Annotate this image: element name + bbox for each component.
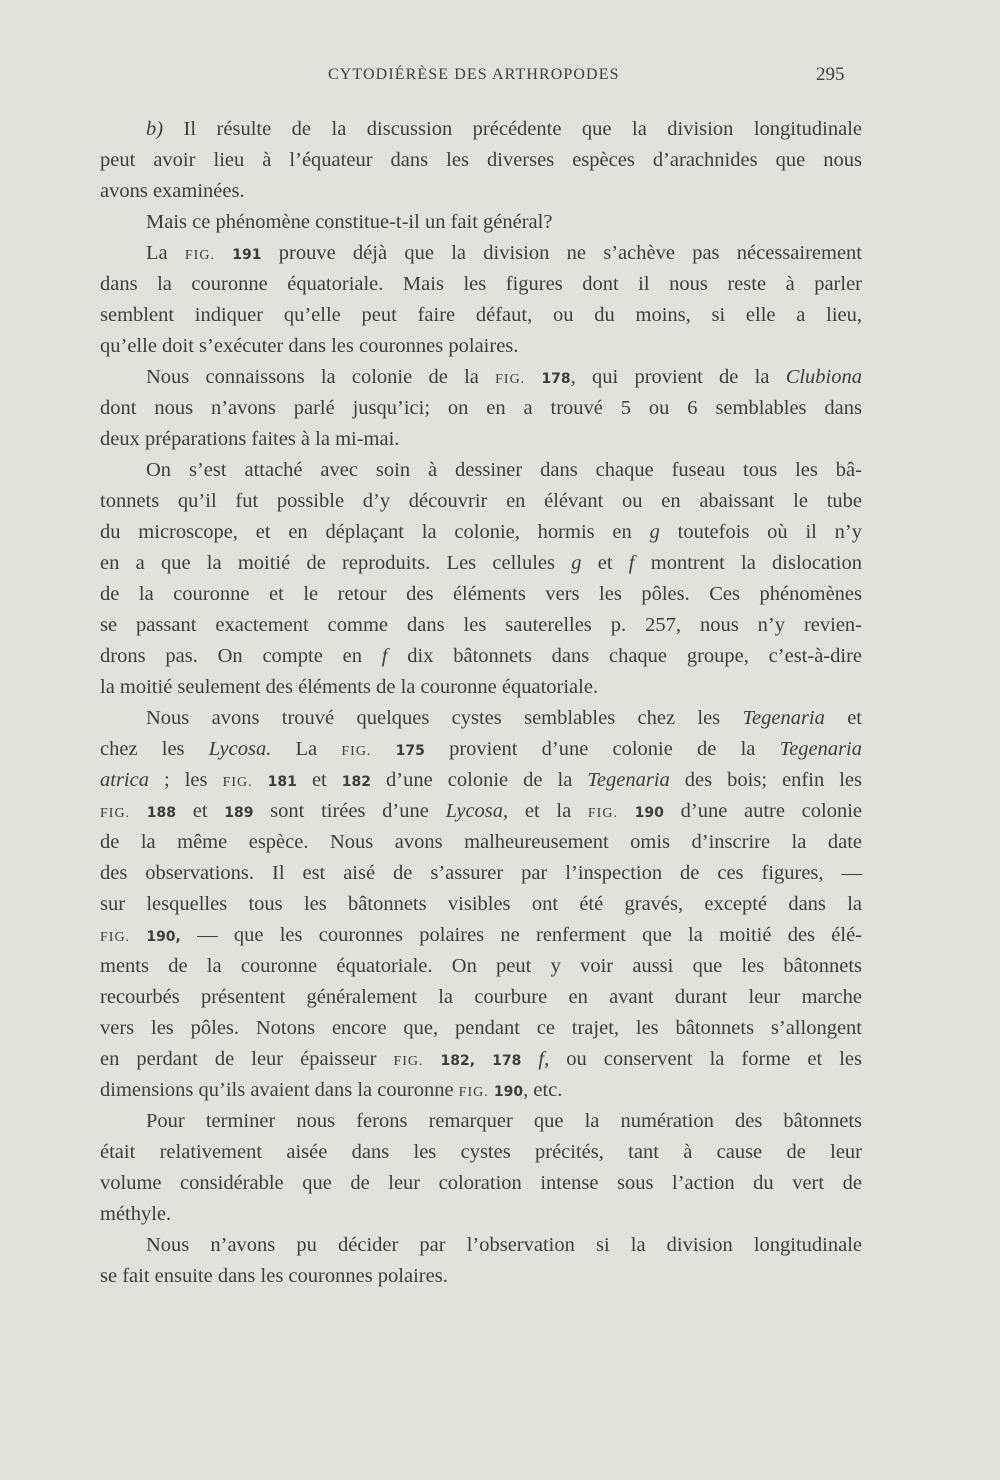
text-span [521,1048,538,1070]
text-span: volume considérable que de leur coloration intense sous l’action du vert de [100,1172,862,1194]
text-line [100,517,862,548]
text-span: — que les couronnes polaires ne renferment que la moitié des élé- [180,924,863,946]
text-span: , qui provient de la [570,366,786,388]
text-span: ou conservent la forme et les [549,1048,862,1070]
text-line [100,1199,862,1230]
figure-number: 188 [146,805,177,821]
text-line [100,176,862,207]
text-span: , etc. [523,1079,563,1101]
figure-ref-label: FIG. [495,372,526,387]
italic-term: Tegenaria [587,769,670,791]
body-text [100,114,862,1292]
italic-term: Clubiona [785,366,863,388]
text-span: se fait ensuite dans les couronnes polaires. [100,1265,448,1287]
figure-number: 182, [440,1053,476,1069]
text-span: d’une autre colonie [663,800,863,822]
text-line [100,486,862,517]
text-line [100,920,862,951]
text-line [100,1106,862,1137]
text-span: en a que la moitié de reproduits. Les cellules [100,552,572,574]
text-span: ; les [148,769,223,791]
text-span: La [271,738,342,760]
italic-term: atrica [100,769,149,791]
text-span: toutefois où il n’y [659,521,862,543]
text-line [100,114,862,145]
text-span: et la [508,800,588,822]
figure-number: 181 [267,774,297,790]
text-line [100,703,862,734]
text-span: Nous connaissons la colonie de la [146,366,496,388]
text-line [100,1013,862,1044]
text-span: la moitié seulement des éléments de la couronne équatoriale. [100,676,599,698]
text-span: qu’elle doit s’exécuter dans les couronnes polaires. [100,335,519,357]
text-span: sont tirées d’une [253,800,446,822]
text-line [100,393,862,424]
text-span [618,800,635,822]
figure-number: 190 [493,1084,524,1100]
text-span [525,366,541,388]
text-span: se passant exactement comme dans les sauterelles p. 257, nous n’y revien- [100,614,862,636]
figure-ref-label: FIG. [341,744,372,759]
text-span: et [296,769,342,791]
running-head [0,66,1000,90]
figure-number: 191 [232,247,262,263]
text-span: en perdant de leur épaisseur [100,1048,394,1070]
text-line [100,331,862,362]
text-span: drons pas. On compte en [100,645,382,667]
figure-ref-label: FIG. [222,775,253,790]
text-span: de la couronne et le retour des éléments vers les pôles. Ces phénomènes [100,583,862,605]
text-line [100,1137,862,1168]
text-span [130,800,147,822]
figure-number: 175 [395,743,425,759]
text-line [100,207,862,238]
figure-number: 178 [492,1053,522,1069]
italic-term: g [571,552,582,574]
text-span: méthyle. [100,1203,172,1225]
text-line [100,672,862,703]
figure-number: 190 [634,805,664,821]
text-line [100,1044,862,1075]
text-line [100,579,862,610]
text-span: recourbés présentent généralement la courbure en avant durant leur marche [100,986,862,1008]
text-line [100,424,862,455]
text-span [130,924,146,946]
italic-term: g [649,521,660,543]
italic-term: f [381,645,388,667]
text-line [100,455,862,486]
text-span: Nous n’avons pu décider par l’observation si la division longitudinale [146,1234,862,1256]
text-line [100,1261,862,1292]
text-line [100,238,862,269]
text-span: deux préparations faites à la mi-mai. [100,428,400,450]
text-line [100,858,862,889]
italic-term: b) [146,118,164,140]
text-span: La [146,242,185,264]
text-line [100,982,862,1013]
text-span: avons examinées. [100,180,245,202]
figure-ref-label: FIG. [458,1085,489,1100]
text-span: des bois; enfin les [669,769,863,791]
text-span: et [824,707,862,729]
text-span: du microscope, et en déplaçant la colonie, hormis en [100,521,650,543]
italic-term: f [628,552,635,574]
text-line [100,641,862,672]
text-span: montrent la dislocation [634,552,863,574]
running-title: CYTODIÉRÈSE DES ARTHROPODES [328,66,620,83]
text-span: vers les pôles. Notons encore que, pendant ce trajet, les bâtonnets s’allongent [100,1017,862,1039]
text-line [100,548,862,579]
text-line [100,951,862,982]
text-span: Mais ce phénomène constitue-t-il un fait général? [146,211,553,233]
text-span: chez les [100,738,209,760]
text-line [100,1075,862,1106]
text-span: Pour terminer nous ferons remarquer que la numération des bâtonnets [146,1110,862,1132]
text-span: des observations. Il est aisé de s’assurer par l’inspection de ces figures, — [100,862,862,884]
text-line [100,269,862,300]
text-line [100,300,862,331]
text-line [100,1168,862,1199]
text-span: d’une colonie de la [371,769,588,791]
text-span: de la même espèce. Nous avons malheureusement omis d’inscrire la date [100,831,862,853]
figure-ref-label: FIG. [100,806,131,821]
text-span: Il résulte de la discussion précédente que la division longitudinale [163,118,862,140]
italic-term: Tegenaria [742,707,825,729]
text-line [100,796,862,827]
text-span: ments de la couronne équatoriale. On peut y voir aussi que les bâtonnets [100,955,862,977]
italic-term: Lycosa, [445,800,509,822]
text-span: Nous avons trouvé quelques cystes semblables chez les [146,707,743,729]
figure-number: 178 [541,371,571,387]
italic-term: Lycosa. [208,738,272,760]
text-span: et [176,800,225,822]
italic-term: f, [538,1048,550,1070]
text-span: et [581,552,629,574]
text-span: dimensions qu’ils avaient dans la couronne [100,1079,459,1101]
text-span [253,769,268,791]
text-span: semblent indiquer qu’elle peut faire défaut, ou du moins, si elle a lieu, [100,304,862,326]
text-span: dont nous n’avons parlé jusqu’ici; on en a trouvé 5 ou 6 semblables dans [100,397,862,419]
text-span [215,242,232,264]
text-span [475,1048,492,1070]
text-span: sur lesquelles tous les bâtonnets visibles ont été gravés, excepté dans la [100,893,862,915]
figure-ref-label: FIG. [100,930,131,945]
text-line [100,827,862,858]
text-line [100,145,862,176]
figure-number: 182 [341,774,372,790]
text-span [424,1048,441,1070]
text-span: dans la couronne équatoriale. Mais les figures dont il nous reste à parler [100,273,862,295]
figure-number: 189 [224,805,254,821]
figure-ref-label: FIG. [587,806,618,821]
figure-number: 190, [146,929,181,945]
text-span: tonnets qu’il fut possible d’y découvrir en élévant ou en abaissant le tube [100,490,862,512]
figure-ref-label: FIG. [393,1054,424,1069]
text-line [100,734,862,765]
text-span: peut avoir lieu à l’équateur dans les diverses espèces d’arachnides que nous [100,149,862,171]
text-span [371,738,395,760]
text-line [100,889,862,920]
text-span: On s’est attaché avec soin à dessiner dans chaque fuseau tous les bâ- [146,459,862,481]
text-span: prouve déjà que la division ne s’achève pas nécessairement [261,242,862,264]
italic-term: Tegenaria [779,738,862,760]
text-line [100,362,862,393]
text-span: provient d’une colonie de la [424,738,780,760]
text-line [100,1230,862,1261]
text-span: était relativement aisée dans les cystes précités, tant à cause de leur [100,1141,862,1163]
text-line [100,610,862,641]
text-span: dix bâtonnets dans chaque groupe, c’est-à-dire [387,645,862,667]
figure-ref-label: FIG. [184,248,215,263]
page-number: 295 [816,64,845,85]
text-line [100,765,862,796]
